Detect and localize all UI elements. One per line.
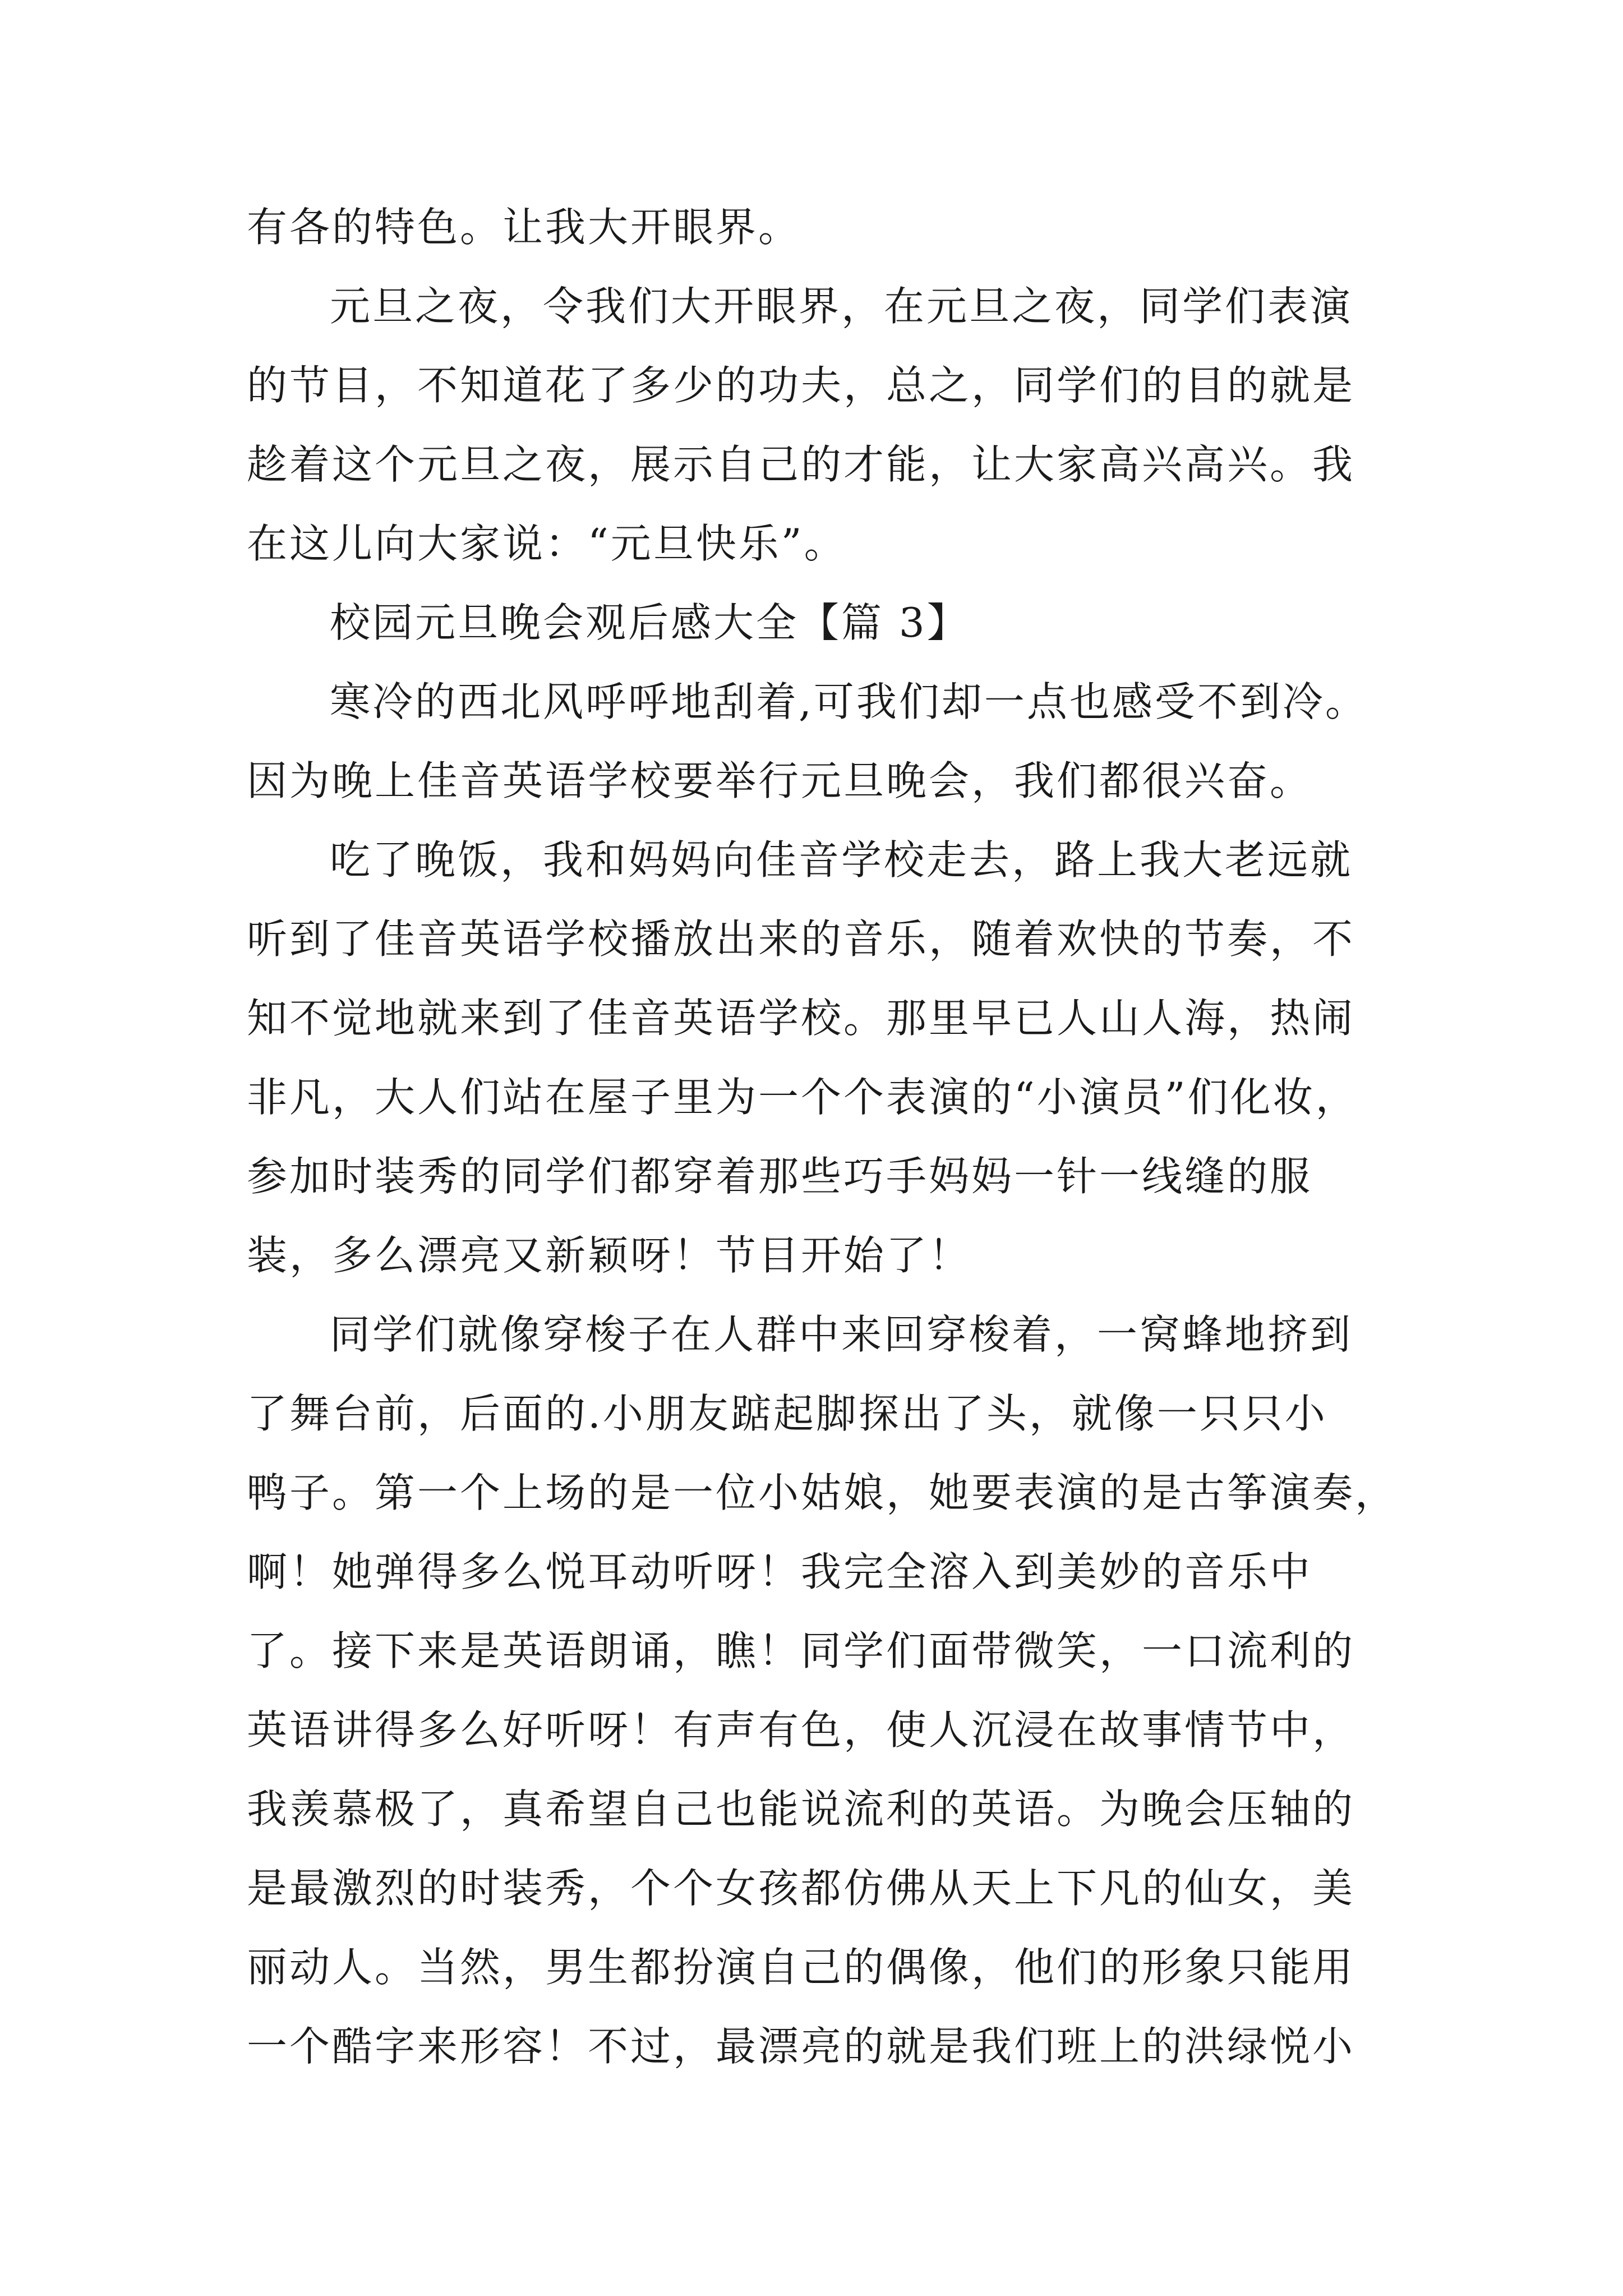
text-line: 的节目，不知道花了多少的功夫，总之，同学们的目的就是 — [247, 362, 1355, 409]
text-line: 因为晚上佳音英语学校要举行元旦晚会，我们都很兴奋。 — [247, 757, 1313, 804]
text-line: 丽动人。当然，男生都扮演自己的偶像，他们的形象只能用 — [247, 1944, 1355, 1991]
text-line: 啊！她弹得多么悦耳动听呀！我完全溶入到美妙的音乐中 — [247, 1548, 1313, 1595]
text-line: 有各的特色。让我大开眼界。 — [247, 204, 801, 251]
text-line: 了。接下来是英语朗诵，瞧！同学们面带微笑，一口流利的 — [247, 1627, 1355, 1674]
text-line: 了舞台前，后面的.小朋友踮起脚探出了头，就像一只只小 — [247, 1390, 1327, 1437]
paragraph-start-line: 寒冷的西北风呼呼地刮着,可我们却一点也感受不到冷。 — [330, 678, 1368, 725]
text-line: 我羡慕极了，真希望自己也能说流利的英语。为晚会压轴的 — [247, 1786, 1355, 1833]
text-line: 知不觉地就来到了佳音英语学校。那里早已人山人海，热闹 — [247, 995, 1355, 1042]
document-body — [247, 188, 1398, 2086]
text-line: 鸭子。第一个上场的是一位小姑娘，她要表演的是古筝演奏， — [247, 1469, 1398, 1516]
text-line: 是最激烈的时装秀，个个女孩都仿佛从天上下凡的仙女，美 — [247, 1865, 1355, 1912]
text-line: 在这儿向大家说：“元旦快乐”。 — [247, 520, 847, 567]
text-line: 装，多么漂亮又新颖呀！节目开始了！ — [247, 1232, 972, 1279]
paragraph-start-line: 吃了晚饭，我和妈妈向佳音学校走去，路上我大老远就 — [330, 836, 1353, 884]
text-line: 英语讲得多么好听呀！有声有色，使人沉浸在故事情节中， — [247, 1706, 1355, 1754]
text-line: 趁着这个元旦之夜，展示自己的才能，让大家高兴高兴。我 — [247, 441, 1355, 488]
paragraph-start-line: 同学们就像穿梭子在人群中来回穿梭着，一窝蜂地挤到 — [330, 1311, 1353, 1358]
text-line: 一个酷字来形容！不过，最漂亮的就是我们班上的洪绿悦小 — [247, 2023, 1355, 2070]
paragraph-start-line: 元旦之夜，令我们大开眼界，在元旦之夜，同学们表演 — [330, 283, 1353, 330]
text-line: 听到了佳音英语学校播放出来的音乐，随着欢快的节奏，不 — [247, 915, 1355, 963]
text-line: 参加时装秀的同学们都穿着那些巧手妈妈一针一线缝的服 — [247, 1153, 1313, 1200]
text-line: 非凡，大人们站在屋子里为一个个表演的“小演员”们化妆， — [247, 1074, 1358, 1121]
section-heading: 校园元旦晚会观后感大全【篇 3】 — [330, 599, 970, 646]
